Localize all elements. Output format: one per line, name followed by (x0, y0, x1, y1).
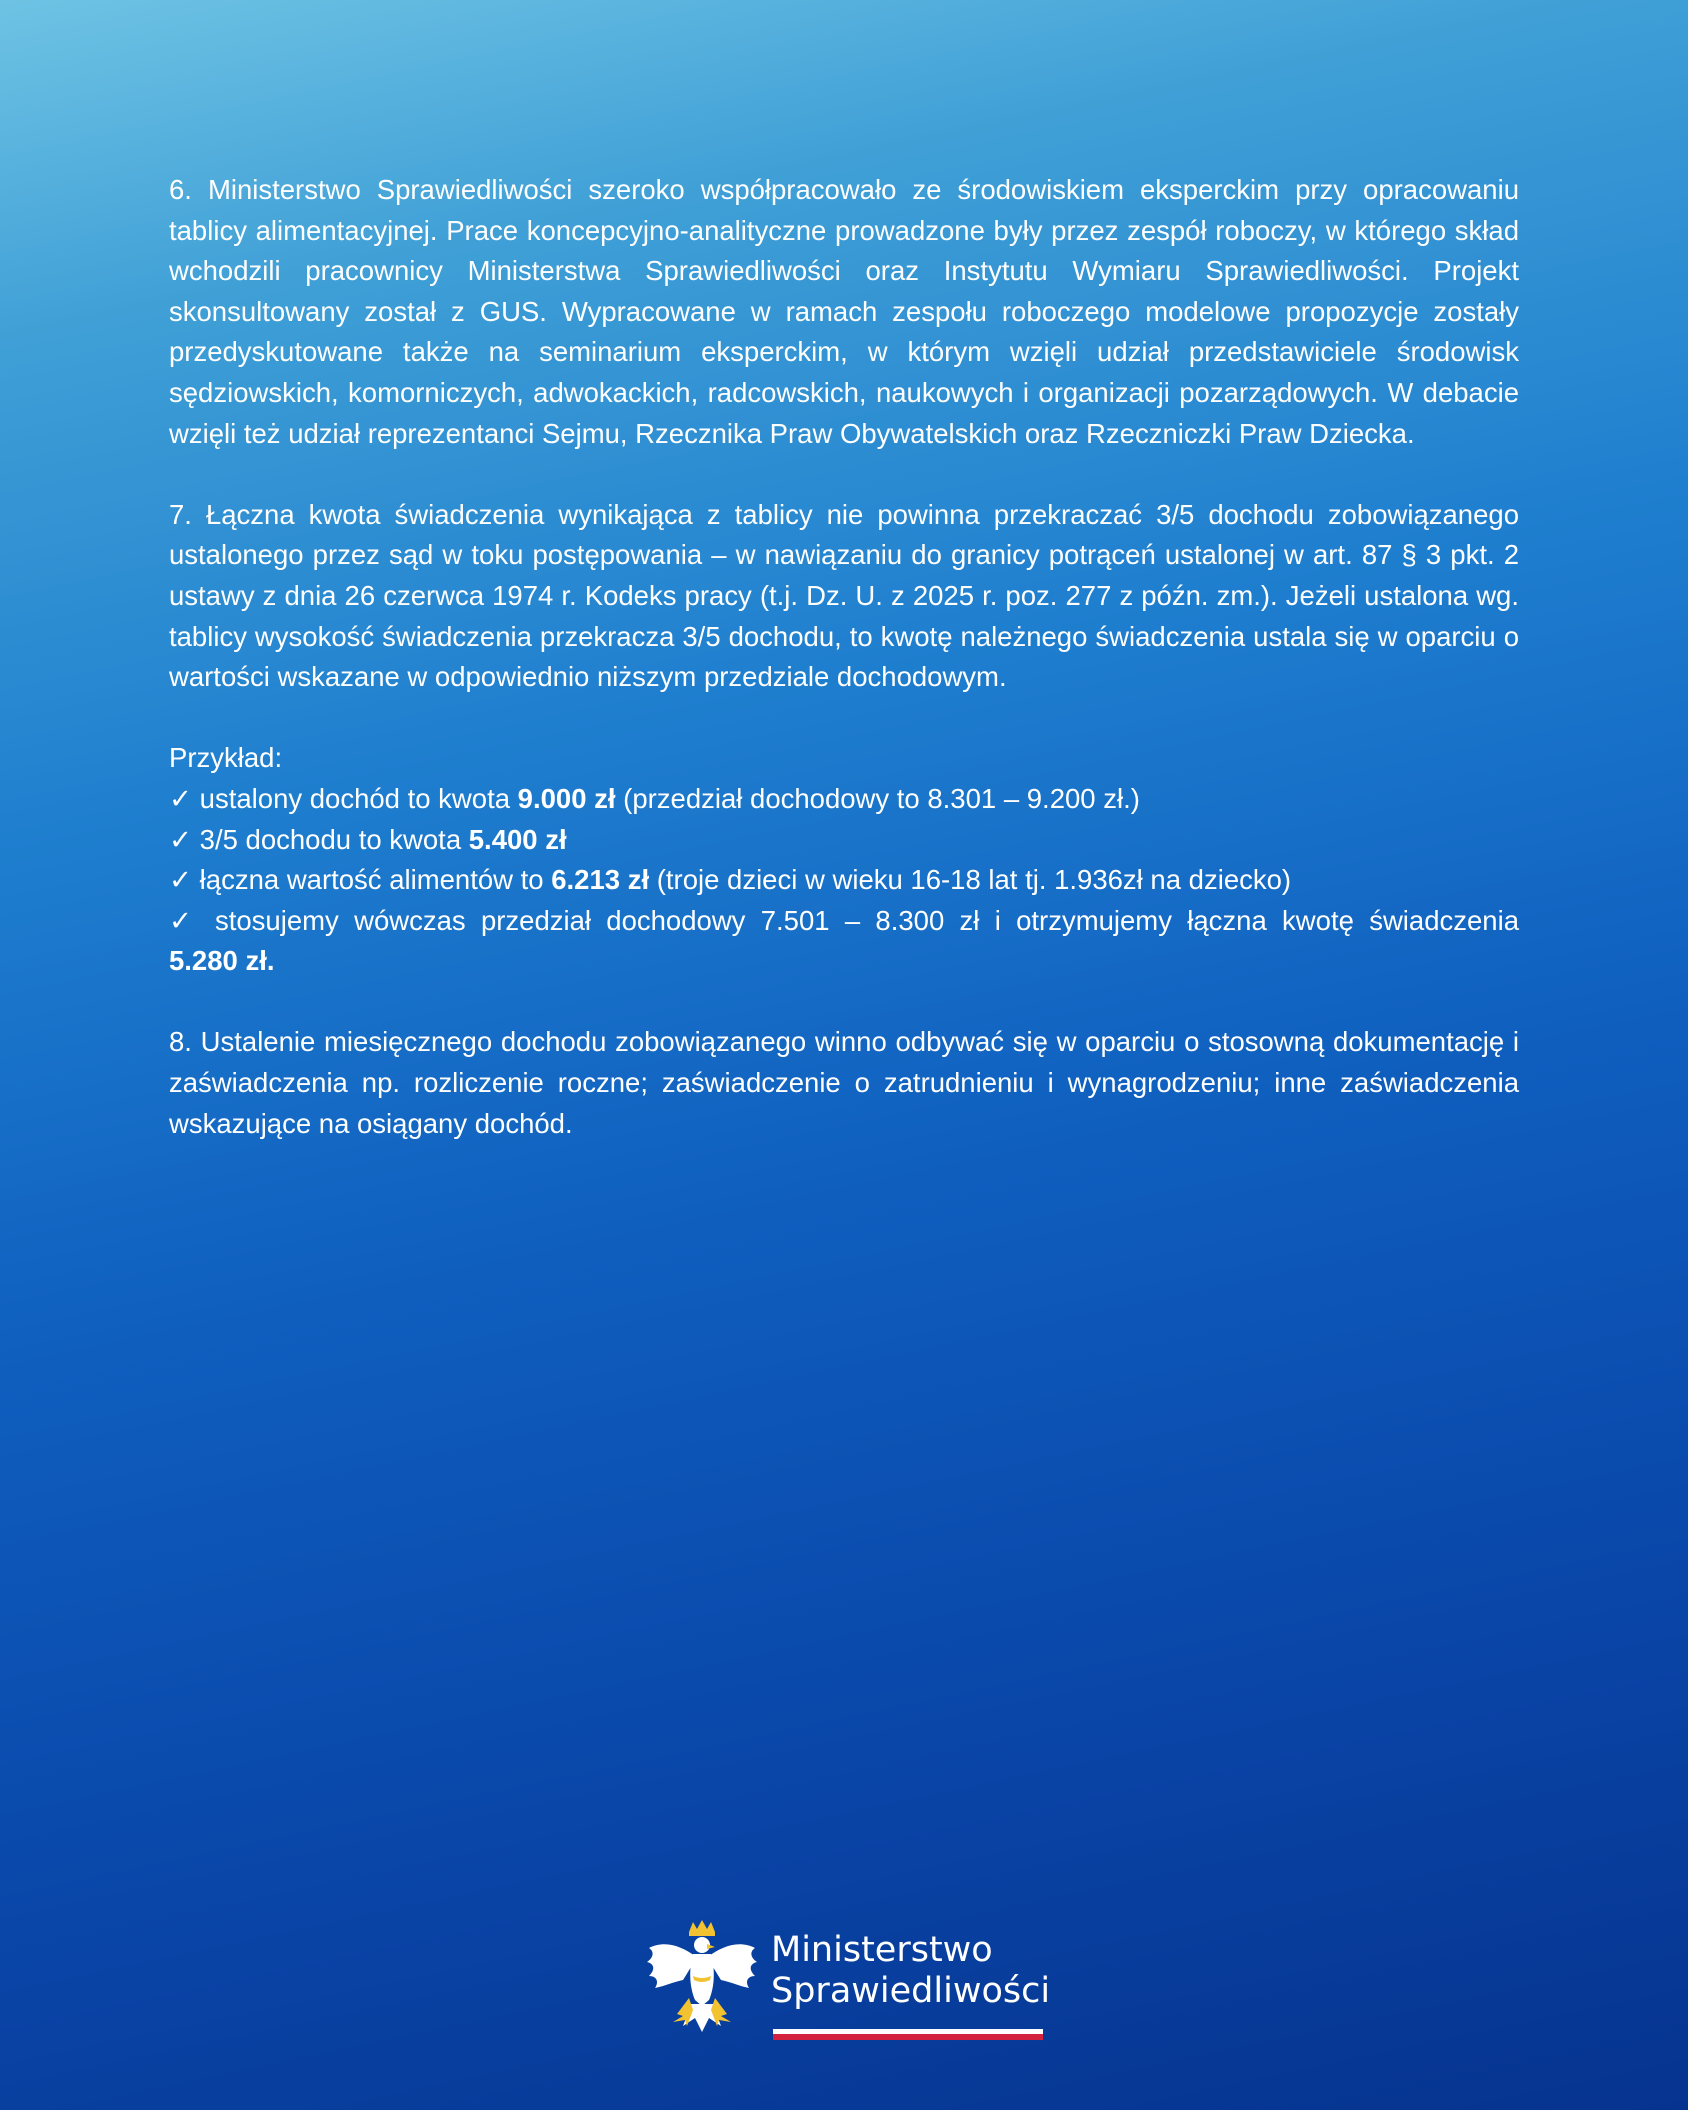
ministry-name (771, 1930, 1050, 2012)
example-item-3-amount: 6.213 zł (551, 864, 650, 896)
flag-stripe-red (773, 2034, 1043, 2040)
paragraph-8: 8. Ustalenie miesięcznego dochodu zobowiązanego winno odbywać się w oparciu o stosowną dokumentację i zaświadczenia np. rozliczenie roczne; zaświadczenie o zatrudnieniu i wynagrodzeniu; inne zaświadczenia wskazujące na osiągany dochód. (169, 1026, 1519, 1139)
example-item-2-text: ✓ 3/5 dochodu to kwota (169, 823, 469, 855)
example-item-3 (169, 860, 1519, 901)
ministry-name-line-2: Sprawiedliwości (771, 1971, 1051, 2011)
example-block (169, 738, 1519, 982)
paragraph-7: 7. Łączna kwota świadczenia wynikająca z tablicy nie powinna przekraczać 3/5 dochodu zobowiązanego ustalonego przez sąd w toku postępowania – w nawiązaniu do granicy potrąceń ustalonej w art. 87 § 3 pkt. 2 ustawy z dnia 26 czerwca 1974 r. Kodeks pracy (t.j. Dz. U. z 2025 r. poz. 277 z późn. zm.). Jeżeli ustalona wg. tablicy wysokość świadczenia przekracza 3/5 dochodu, to kwotę należnego świadczenia ustala się w oparciu o wartości wskazane w odpowiednio niższym przedziale dochodowym. (169, 498, 1519, 693)
ministry-name-line-1: Ministerstwo (771, 1930, 993, 1970)
ministry-logo (643, 1918, 1051, 2048)
example-item-1-amount: 9.000 zł (517, 782, 616, 814)
example-item-2 (169, 820, 1519, 861)
document-body (169, 170, 1519, 1185)
example-item-1 (169, 779, 1519, 820)
example-item-3-note: (troje dzieci w wieku 16-18 lat tj. 1.936zł na dziecko) (649, 864, 1292, 896)
polish-eagle-icon (643, 1918, 761, 2040)
example-item-2-amount: 5.400 zł (468, 823, 567, 855)
example-item-1-text: ✓ ustalony dochód to kwota (169, 782, 518, 814)
example-item-3-text: ✓ łączna wartość alimentów to (169, 864, 552, 896)
example-item-4: ✓ stosujemy wówczas przedział dochodowy 7.501 – 8.300 zł i otrzymujemy łączna kwotę świadczenia (169, 904, 1519, 936)
example-item-4-amount: 5.280 zł. (169, 945, 275, 977)
paragraph-6: 6. Ministerstwo Sprawiedliwości szeroko współpracowało ze środowiskiem eksperckim przy opracowaniu tablicy alimentacyjnej. Prace koncepcyjno-analityczne prowadzone były przez zespół roboczy, w którego skład wchodzili pracownicy Ministerstwa Sprawiedliwości oraz Instytutu Wymiaru Sprawiedliwości. Projekt skonsultowany został z GUS. Wypracowane w ramach zespołu roboczego modelowe propozycje zostały przedyskutowane także na seminarium eksperckim, w którym wzięli udział przedstawiciele środowisk sędziowskich, komorniczych, adwokackich, radcowskich, naukowych i organizacji pozarządowych. W debacie wzięli też udział reprezentanci Sejmu, Rzecznika Praw Obywatelskich oraz Rzeczniczki Praw Dziecka. (169, 174, 1519, 449)
example-item-1-note: (przedział dochodowy to 8.301 – 9.200 zł.) (615, 782, 1140, 814)
example-heading: Przykład: (169, 742, 283, 774)
